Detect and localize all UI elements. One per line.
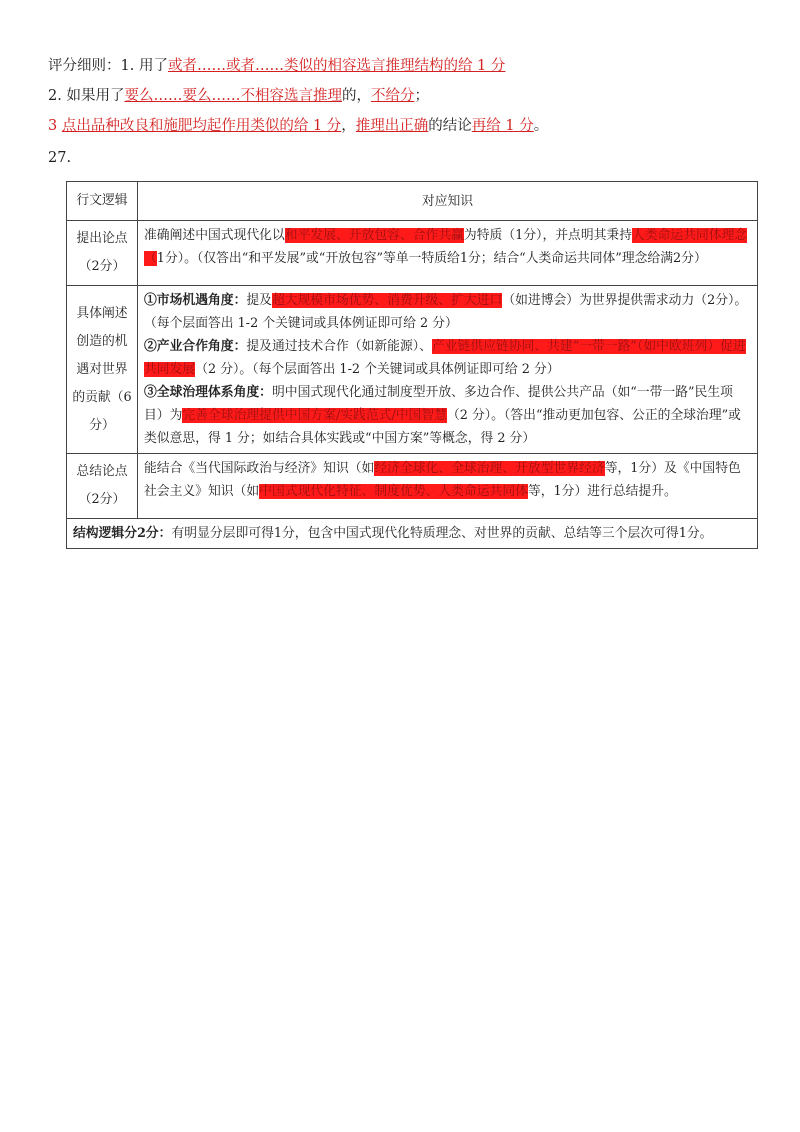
rule-3-text3: 再给 1 分 <box>471 118 534 134</box>
point-3-highlight: 完善全球治理提供中国方案/实践范式/中国智慧 <box>182 408 447 423</box>
row2-point-2 <box>144 335 751 381</box>
header-knowledge: 对应知识 <box>138 182 758 221</box>
row2-label: 具体阐述创造的机遇对世界的贡献（6分） <box>67 286 138 454</box>
table-row-structure <box>67 519 758 549</box>
rule-2-result: 不给分 <box>370 88 415 104</box>
table-row-summary <box>67 454 758 519</box>
rule-2-text: 要么……要么……不相容选言推理 <box>124 88 342 104</box>
rule-1-prefix: 评分细则：1. 用了 <box>48 58 168 74</box>
point-2-highlight: 产业链供应链协同、共建“一带一路”（如中欧班列）促进共同发展 <box>144 339 746 377</box>
rule-3-mid: 的结论 <box>428 118 472 134</box>
footer-text: 有明显分层即可得1分，包含中国式现代化特质理念、对世界的贡献、总结等三个层次可得1分。 <box>171 526 713 541</box>
rule-1-text: 或者……或者……类似的相容选言推理结构的给 1 分 <box>167 58 506 74</box>
row1-label: 提出论点（2分） <box>67 221 138 286</box>
question-number: 27. <box>48 150 72 166</box>
point-2-title: ②产业合作角度： <box>144 339 247 354</box>
table-header-row <box>67 182 758 221</box>
point-3-title: ③全球治理体系角度： <box>144 385 272 400</box>
point-3-text-1: 明中国式现代化通过制度型开放、多边合作、提供公共产品（如“一带一路”民生项目）为 <box>144 385 733 423</box>
rule-3-sep: ， <box>341 118 356 134</box>
row2-content <box>138 286 758 454</box>
row1-text-2: 为特质（1分），并点明其秉持 <box>463 228 633 243</box>
point-3-text-2: （2 分）。（答出“推动更加包容、公正的全球治理”或类似意思，得 1 分；如结合具体实践或“中国方案”等概念，得 2 分） <box>144 408 741 446</box>
table-row-argument <box>67 221 758 286</box>
row3-highlight-2: 中国式现代化特征、制度优势、人类命运共同体 <box>259 484 528 499</box>
rule-3-num: 3 <box>48 118 58 134</box>
point-2-text-1: 提及通过技术合作（如新能源）、 <box>246 339 432 354</box>
footer-content <box>67 519 758 549</box>
rule-2-mid: 的， <box>341 88 371 104</box>
rule-3-text2: 推理出正确 <box>355 118 429 134</box>
point-1-text-1: 提及 <box>246 293 272 308</box>
rule-3-text: 点出品种改良和施肥均起作用类似的给 1 分 <box>61 118 342 134</box>
row3-label: 总结论点（2分） <box>67 454 138 519</box>
row2-point-3 <box>144 381 751 450</box>
point-1-title: ①市场机遇角度： <box>144 293 247 308</box>
row3-content <box>138 454 758 519</box>
row3-text-3: 等，1分）进行总结提升。 <box>527 484 677 499</box>
grading-rule-2 <box>48 86 429 106</box>
footer-title: 结构逻辑分2分： <box>73 526 172 541</box>
grading-rule-3 <box>48 116 548 136</box>
scoring-table <box>66 181 758 549</box>
rule-3-end: 。 <box>533 118 549 134</box>
rule-2-end: ； <box>414 88 429 104</box>
row3-text-2: 等，1分）及《中国特色社会主义》知识（如 <box>144 461 741 499</box>
row2-point-1 <box>144 289 751 335</box>
row3-text-1: 能结合《当代国际政治与经济》知识（如 <box>144 461 375 476</box>
point-2-text-2: （2 分）。（每个层面答出 1-2 个关键词或具体例证即可给 2 分） <box>195 362 560 377</box>
table-row-contribution <box>67 286 758 454</box>
row1-content <box>138 221 758 286</box>
row1-highlight-2: 人类命运共同体理念（ <box>144 228 748 266</box>
point-1-highlight: 超大规模市场优势、消费升级、扩大进口 <box>271 293 503 308</box>
row1-highlight-1: 和平发展、开放包容、合作共赢 <box>284 228 464 243</box>
point-1-text-2: （如进博会）为世界提供需求动力（2分）。（每个层面答出 1-2 个关键词或具体例证即可给 2 分） <box>144 293 748 331</box>
rule-2-prefix: 2. 如果用了 <box>48 88 125 104</box>
row1-text-1: 准确阐述中国式现代化以 <box>144 228 285 243</box>
row1-text-3: 1分）。（仅答出“和平发展”或“开放包容”等单一特质给1分；结合“人类命运共同体”理念给满2分） <box>156 251 707 266</box>
header-logic: 行文逻辑 <box>67 182 138 221</box>
row3-highlight-1: 经济全球化、全球治理、开放型世界经济 <box>374 461 605 476</box>
grading-rule-1 <box>48 56 505 76</box>
